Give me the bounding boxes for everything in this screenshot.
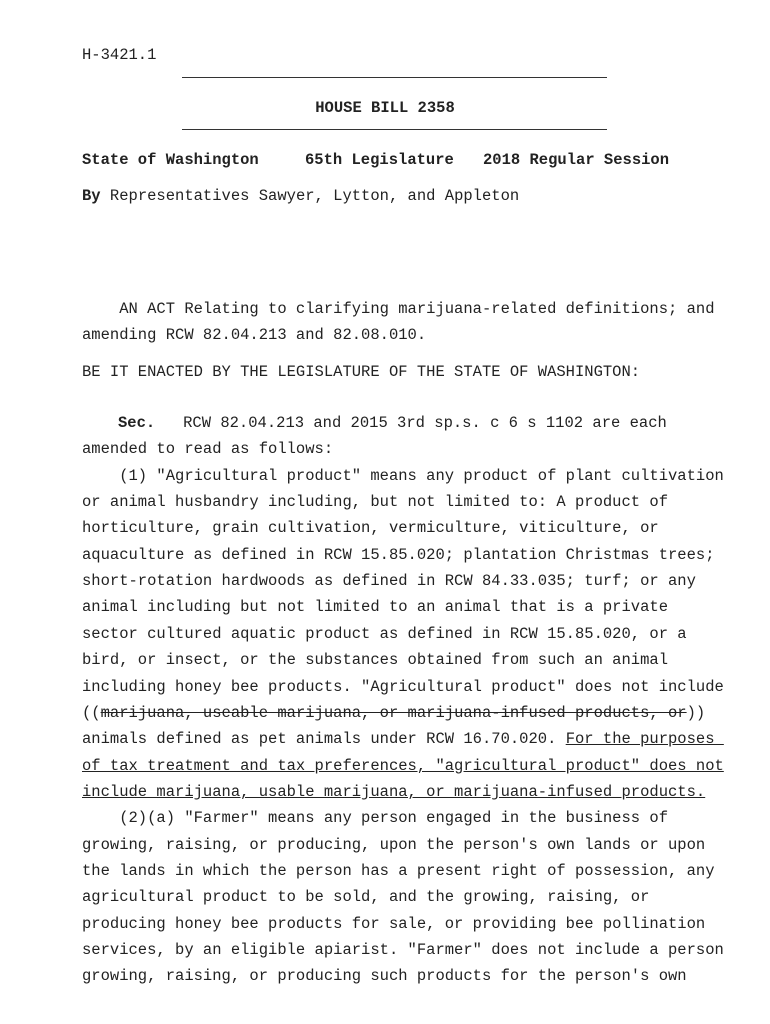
inserted-text: For the purposes xyxy=(565,730,724,748)
state-name: State of Washington xyxy=(82,151,259,169)
act-title-line-2: amending RCW 82.04.213 and 82.08.010. xyxy=(82,326,427,344)
strike-open-marker: (( xyxy=(82,704,101,722)
paragraph-1-line: aquaculture as defined in RCW 15.85.020; plantation Christmas trees; xyxy=(82,546,715,564)
section-text: RCW 82.04.213 and 2015 3rd sp.s. c 6 s 1102 are each xyxy=(155,414,667,432)
paragraph-2-line: agricultural product to be sold, and the growing, raising, or xyxy=(82,888,650,906)
inserted-text: of tax treatment and tax preferences, "agricultural product" does not xyxy=(82,757,724,775)
paragraph-1-line: (1) "Agricultural product" means any product of plant cultivation xyxy=(82,467,724,485)
title-rule-top xyxy=(182,77,607,78)
paragraph-1-line: including honey bee products. "Agricultural product" does not include xyxy=(82,678,724,696)
act-title-line-1: AN ACT Relating to clarifying marijuana-related definitions; and xyxy=(82,300,715,318)
by-label: By xyxy=(82,187,101,205)
section-label: Sec. xyxy=(118,414,156,432)
struck-text-line xyxy=(82,703,705,723)
paragraph-1-line: bird, or insect, or the substances obtained from such an animal xyxy=(82,651,668,669)
paragraph-1-line: short-rotation hardwoods as defined in RCW 84.33.035; turf; or any xyxy=(82,572,696,590)
paragraph-2-line: growing, raising, or producing, upon the person's own lands or upon xyxy=(82,836,706,854)
legislature-name: 65th Legislature xyxy=(305,151,454,169)
sponsor-line xyxy=(82,186,519,206)
struck-text: marijuana, useable marijuana, or marijuana-infused products, or xyxy=(100,704,687,722)
paragraph-1-line: animal including but not limited to an animal that is a private xyxy=(82,598,668,616)
section-heading xyxy=(118,413,667,433)
title-rule-bottom xyxy=(182,129,607,130)
section-line-2: amended to read as follows: xyxy=(82,440,334,458)
paragraph-2-line: producing honey bee products for sale, or providing bee pollination xyxy=(82,915,706,933)
paragraph-1-line: horticulture, grain cultivation, vermiculture, viticulture, or xyxy=(82,519,659,537)
sponsors: Representatives Sawyer, Lytton, and Appleton xyxy=(100,187,520,205)
paragraph-2-line: (2)(a) "Farmer" means any person engaged in the business of xyxy=(82,809,668,827)
paragraph-2-line: growing, raising, or producing such products for the person's own xyxy=(82,967,687,985)
inserted-text: include marijuana, usable marijuana, or marijuana-infused products. xyxy=(82,783,706,801)
paragraph-1-line: sector cultured aquatic product as defined in RCW 15.85.020, or a xyxy=(82,625,687,643)
strike-close-marker: )) xyxy=(686,704,706,722)
enacting-clause: BE IT ENACTED BY THE LEGISLATURE OF THE STATE OF WASHINGTON: xyxy=(82,363,641,381)
paragraph-2-line: the lands in which the person has a present right of possession, any xyxy=(82,862,715,880)
animals-text: animals defined as pet animals under RCW 16.70.020. xyxy=(82,730,566,748)
animals-line xyxy=(82,729,724,749)
paragraph-1-line: or animal husbandry including, but not limited to: A product of xyxy=(82,493,668,511)
bill-title: HOUSE BILL 2358 xyxy=(315,99,455,117)
session-name: 2018 Regular Session xyxy=(483,151,670,169)
document-id: H-3421.1 xyxy=(82,46,157,64)
paragraph-2-line: services, by an eligible apiarist. "Farmer" does not include a person xyxy=(82,941,724,959)
